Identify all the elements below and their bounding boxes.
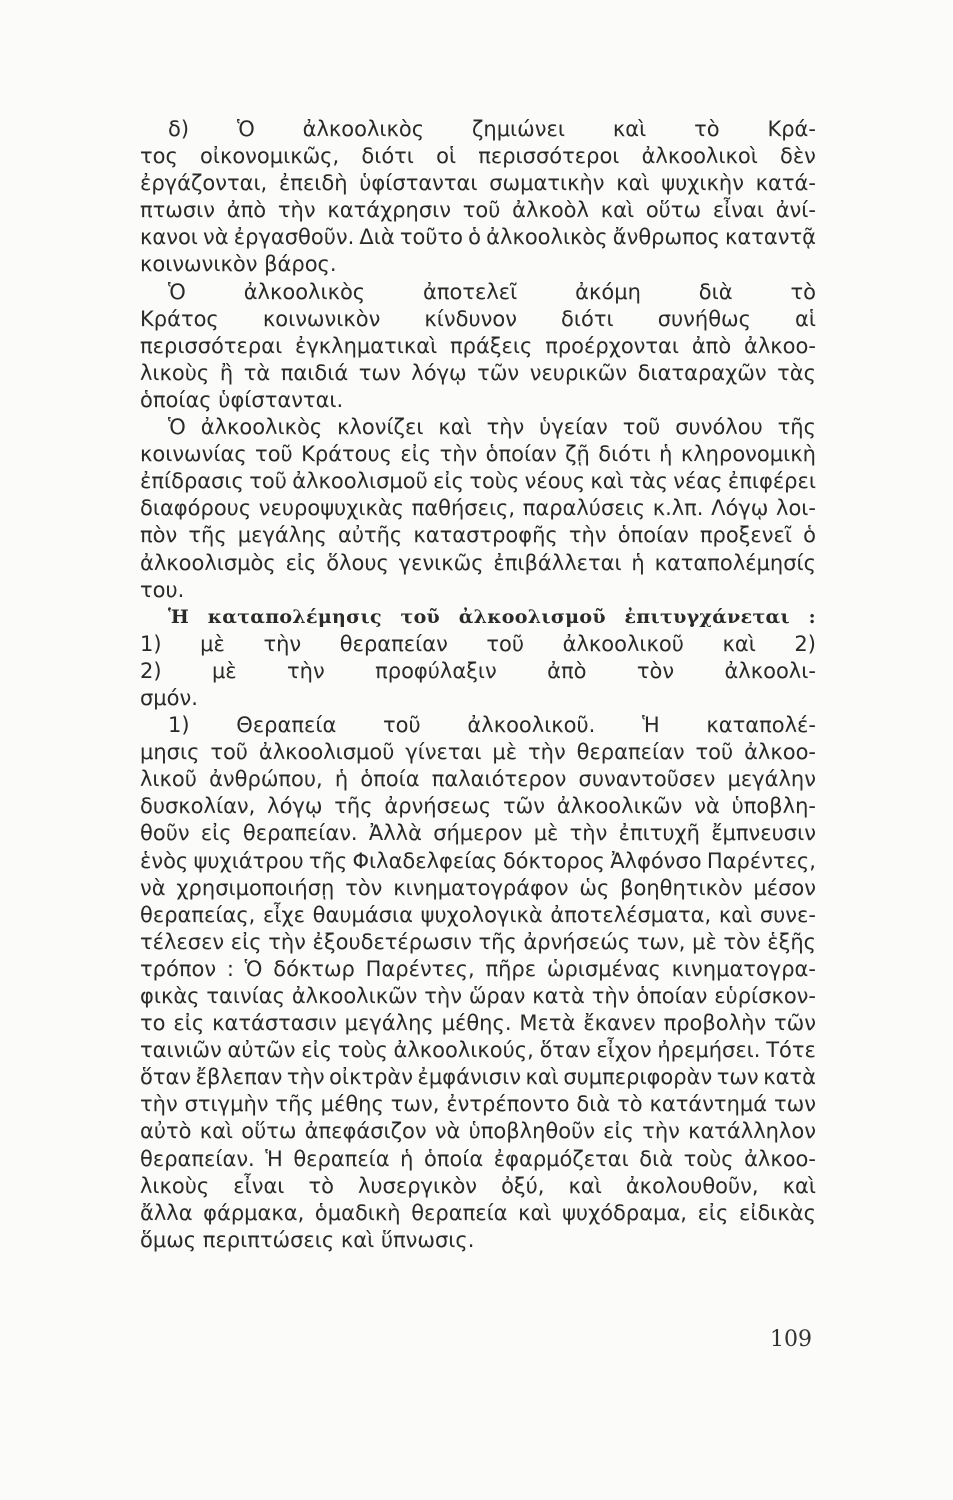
text-line: διαφόρους νευροψυχικὰς παθήσεις, παραλύσεις κ.λπ. Λόγῳ λοι- (140, 496, 816, 521)
text-line: δυσκολίαν, λόγῳ τῆς ἀρνήσεως τῶν ἀλκοολικῶν νὰ ὑποβλη- (140, 794, 816, 819)
text-line: 1) Θεραπεία τοῦ ἀλκοολικοῦ. Ἡ καταπολέ- (168, 713, 816, 738)
text-line: κοινωνίας τοῦ Κράτους εἰς τὴν ὁποίαν ζῇ διότι ἡ κληρονομικὴ (140, 442, 816, 467)
text-line: λικοὺς εἶναι τὸ λυσεργικὸν ὀξύ, καὶ ἀκολουθοῦν, καὶ (140, 1173, 816, 1198)
text-line: Κράτος κοινωνικὸν κίνδυνον διότι συνήθως αἱ (140, 306, 816, 331)
text-line: μησις τοῦ ἀλκοολισμοῦ γίνεται μὲ τὴν θεραπείαν τοῦ ἀλκοο- (140, 740, 816, 765)
text-line: ταινιῶν αὐτῶν εἰς τοὺς ἀλκοολικούς, ὅταν εἶχον ἠρεμήσει. Τότε (140, 1038, 816, 1063)
page-number: 109 (770, 1327, 812, 1352)
text-line: θεραπείας, εἶχε θαυμάσια ψυχολογικὰ ἀποτελέσματα, καὶ συνε- (140, 902, 816, 927)
text-line: Ὁ ἀλκοολικὸς ἀποτελεῖ ἀκόμη διὰ τὸ (168, 279, 816, 304)
text-line: τὴν στιγμὴν τῆς μέθης των, ἐντρέποντο διὰ τὸ κατάντημά των (140, 1092, 816, 1117)
text-line: θεραπείαν. Ἡ θεραπεία ἡ ὁποία ἐφαρμόζεται διὰ τοὺς ἀλκοο- (140, 1146, 816, 1171)
text-line: Ἡ καταπολέμησις τοῦ ἀλκοολισμοῦ ἐπιτυγχάνεται : (168, 605, 816, 628)
text-line: λικοὺς ἢ τὰ παιδιά των λόγῳ τῶν νευρικῶν διαταραχῶν τὰς (140, 360, 816, 385)
text-line: του. (140, 577, 185, 602)
text-line: Ὁ ἀλκοολικὸς κλονίζει καὶ τὴν ὑγείαν τοῦ συνόλου τῆς (168, 415, 816, 440)
text-line: πτωσιν ἀπὸ τὴν κατάχρησιν τοῦ ἀλκοὸλ καὶ οὕτω εἶναι ἀνί- (140, 198, 816, 223)
text-line: κανοι νὰ ἐργασθοῦν. Διὰ τοῦτο ὁ ἀλκοολικὸς ἄνθρωπος καταντᾷ (140, 225, 816, 250)
text-line: φικὰς ταινίας ἀλκοολικῶν τὴν ὥραν κατὰ τὴν ὁποίαν εὑρίσκον- (140, 984, 816, 1008)
text-line: περισσότεραι ἐγκληματικαὶ πράξεις προέρχονται ἀπὸ ἀλκοο- (140, 333, 816, 358)
text-line: το εἰς κατάστασιν μεγάλης μέθης. Μετὰ ἔκανεν προβολὴν τῶν (140, 1011, 816, 1036)
text-line: τέλεσεν εἰς τὴν ἐξουδετέρωσιν τῆς ἀρνήσεώς των, μὲ τὸν ἑξῆς (140, 929, 816, 954)
text-line: ὅμως περιπτώσεις καὶ ὕπνωσις. (140, 1227, 475, 1252)
text-line: ἑνὸς ψυχιάτρου τῆς Φιλαδελφείας δόκτορος Ἀλφόνσο Παρέντες, (140, 848, 816, 873)
text-line: 1) μὲ τὴν θεραπείαν τοῦ ἀλκοολικοῦ καὶ 2) (140, 631, 816, 656)
text-line: τος οἰκονομικῶς, διότι οἱ περισσότεροι ἀλκοολικοὶ δὲν (140, 144, 816, 169)
text-line: αὐτὸ καὶ οὕτω ἀπεφάσιζον νὰ ὑποβληθοῦν εἰς τὴν κατάλληλον (140, 1119, 816, 1144)
text-line: τρόπον : Ὁ δόκτωρ Παρέντες, πῆρε ὡρισμένας κινηματογρα- (140, 956, 816, 981)
text-line: θοῦν εἰς θεραπείαν. Ἀλλὰ σήμερον μὲ τὴν ἐπιτυχῆ ἔμπνευσιν (140, 821, 816, 846)
text-line: σμόν. (140, 685, 198, 710)
text-line: πὸν τῆς μεγάλης αὐτῆς καταστροφῆς τὴν ὁποίαν προξενεῖ ὁ (140, 523, 816, 548)
body-text (140, 116, 816, 1254)
text-line: νὰ χρησιμοποιήσῃ τὸν κινηματογράφον ὡς βοηθητικὸν μέσον (140, 875, 816, 900)
text-line: 2) μὲ τὴν προφύλαξιν ἀπὸ τὸν ἀλκοολι- (140, 658, 816, 683)
text-line: ἐργάζονται, ἐπειδὴ ὑφίστανται σωματικὴν καὶ ψυχικὴν κατά- (140, 171, 816, 196)
text-line: κοινωνικὸν βάρος. (140, 252, 337, 277)
text-line: ἄλλα φάρμακα, ὁμαδικὴ θεραπεία καὶ ψυχόδραμα, εἰς εἰδικὰς (140, 1200, 816, 1225)
text-line: λικοῦ ἀνθρώπου, ἡ ὁποία παλαιότερον συναντοῦσεν μεγάλην (140, 767, 816, 792)
text-line: δ) Ὁ ἀλκοολικὸς ζημιώνει καὶ τὸ Κρά- (168, 117, 816, 141)
text-line: ὅταν ἔβλεπαν τὴν οἰκτρὰν ἐμφάνισιν καὶ συμπεριφορὰν των κατὰ (140, 1065, 816, 1090)
text-line: ὁποίας ὑφίστανται. (140, 387, 344, 412)
text-line: ἐπίδρασις τοῦ ἀλκοολισμοῦ εἰς τοὺς νέους καὶ τὰς νέας ἐπιφέρει (140, 469, 816, 494)
text-line: ἀλκοολισμὸς εἰς ὅλους γενικῶς ἐπιβάλλεται ἡ καταπολέμησίς (140, 550, 816, 575)
